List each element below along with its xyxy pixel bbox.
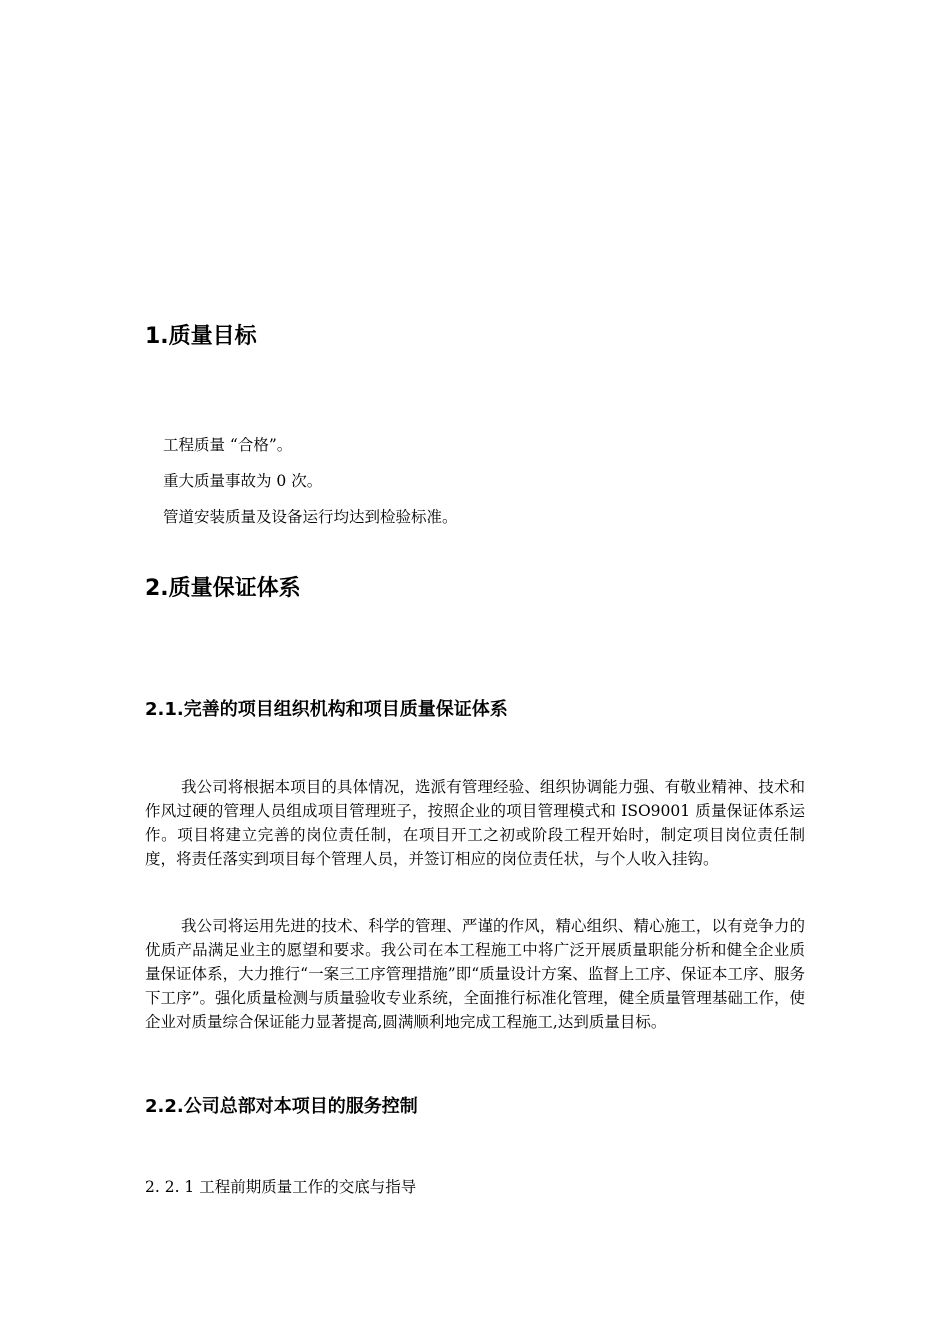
goal-item: 管道安装质量及设备运行均达到检验标准。 <box>163 508 458 526</box>
subheading-organization: 2.1.完善的项目组织机构和项目质量保证体系 <box>145 699 508 720</box>
subheading-headquarters-service: 2.2.公司总部对本项目的服务控制 <box>145 1096 418 1117</box>
goal-item: 工程质量 “合格”。 <box>163 436 293 454</box>
body-paragraph: 我公司将根据本项目的具体情况，选派有管理经验、组织协调能力强、有敬业精神、技术和作风过硬的管理人员组成项目管理班子，按照企业的项目管理模式和 ISO9001 质量保证体系运作。项目将建立完善的岗位责任制，在项目开工之初或阶段工程开始时，制定项目岗位责任制度，将责任落实到项目每个管理人员，并签订相应的岗位责任状，与个人收入挂钩。 <box>145 778 805 868</box>
body-paragraph: 我公司将运用先进的技术、科学的管理、严谨的作风，精心组织、精心施工，以有竞争力的优质产品满足业主的愿望和要求。我公司在本工程施工中将广泛开展质量职能分析和健全企业质量保证体系，大力推行“一案三工序管理措施”即“质量设计方案、监督上工序、保证本工序、服务下工序”。强化质量检测与质量验收专业系统，全面推行标准化管理，健全质量管理基础工作，使企业对质量综合保证能力显著提高,圆满顺利地完成工程施工,达到质量目标。 <box>145 917 805 1031</box>
heading-quality-goal: 1.质量目标 <box>145 324 257 349</box>
goal-item: 重大质量事故为 0 次。 <box>163 472 323 490</box>
sub-item: 2. 2. 1 工程前期质量工作的交底与指导 <box>145 1178 417 1196</box>
heading-quality-assurance-system: 2.质量保证体系 <box>145 576 301 601</box>
